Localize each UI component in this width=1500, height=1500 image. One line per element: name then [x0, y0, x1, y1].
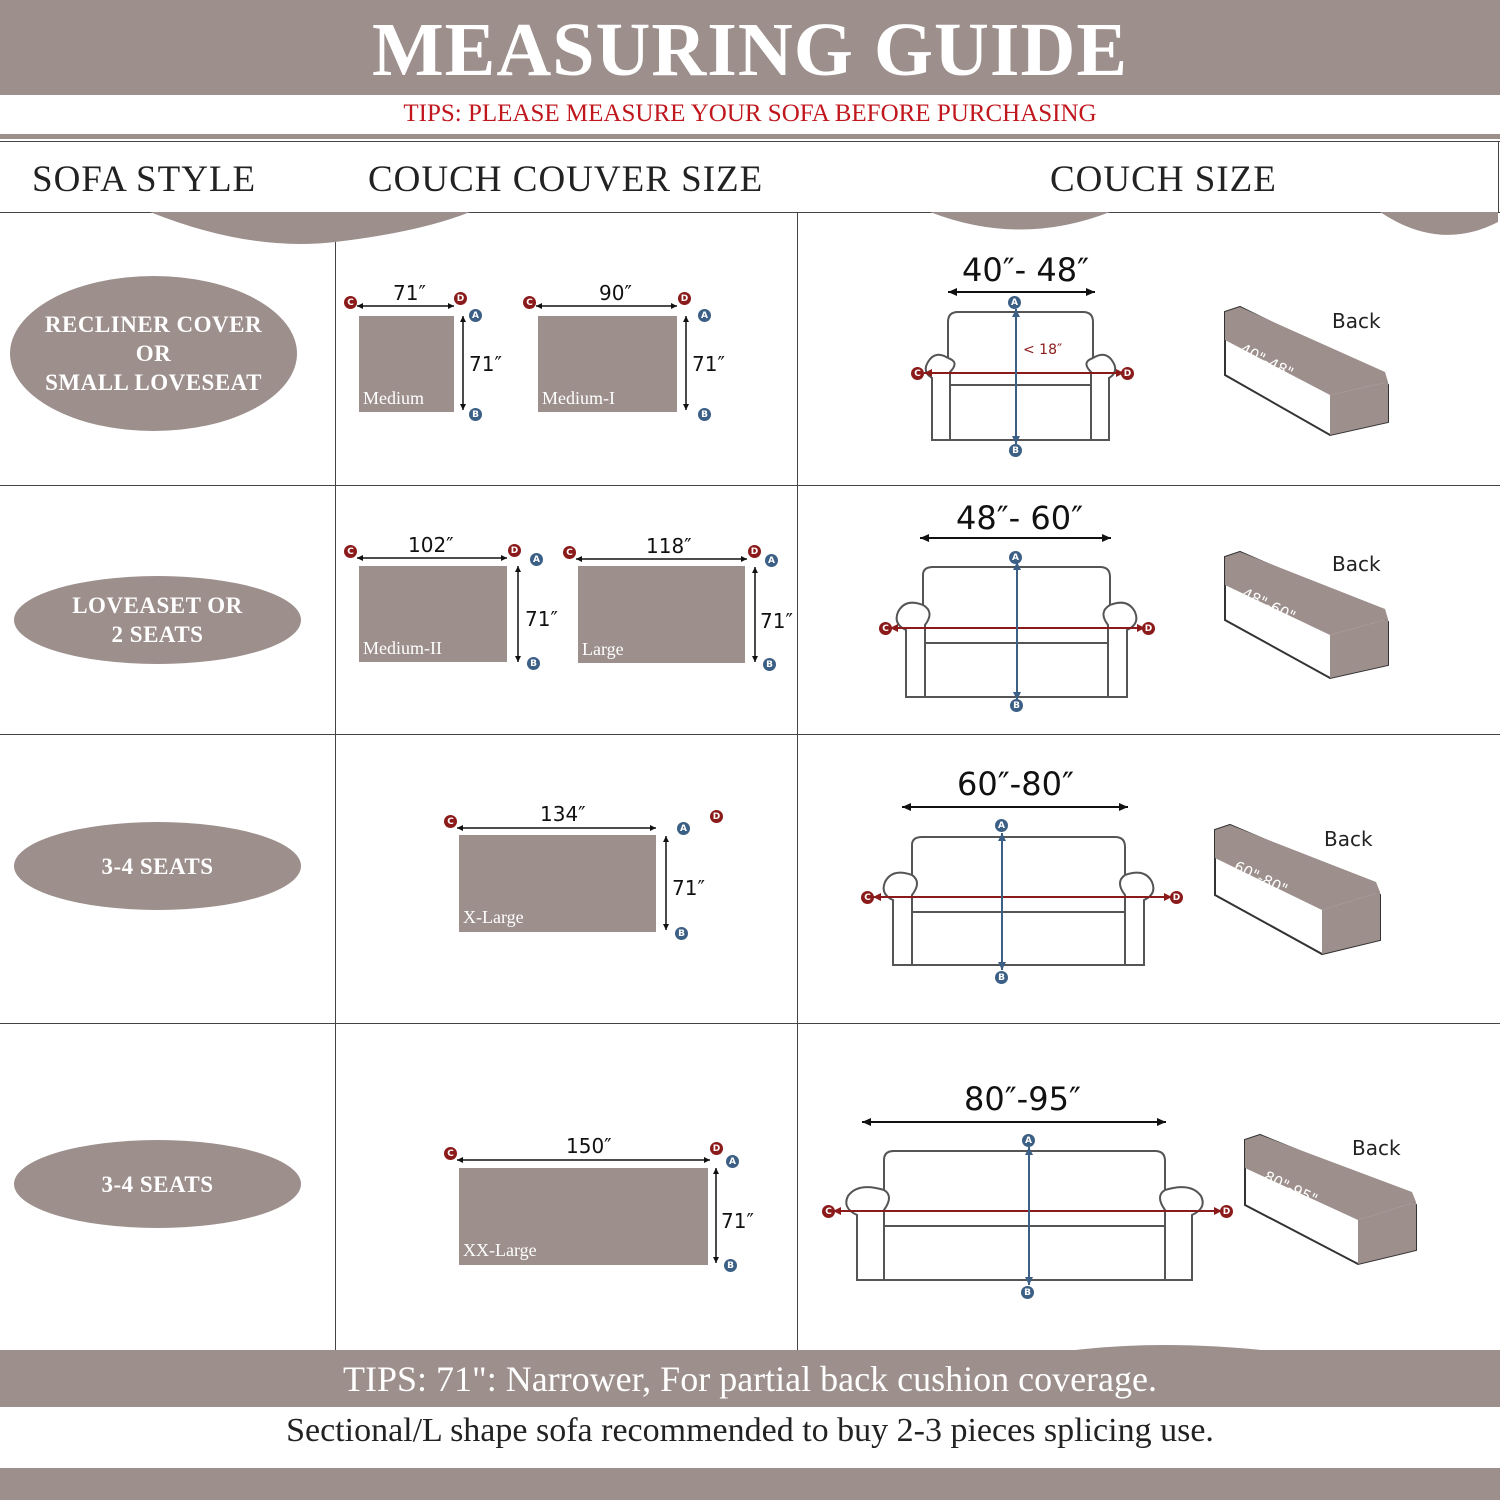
cover-height: 71″ — [721, 1209, 754, 1233]
style-line: 3-4 SEATS — [101, 853, 214, 879]
header-cover-size: COUCH COUVER SIZE — [368, 159, 764, 200]
point-a-marker: A — [530, 553, 543, 566]
row-divider-1 — [0, 485, 1500, 486]
point-c-marker: C — [444, 1147, 457, 1160]
header-swoosh-decoration — [0, 212, 1500, 272]
point-d-marker: D — [454, 292, 467, 305]
back-label: Back — [1332, 309, 1381, 333]
point-a-marker: A — [1022, 1134, 1035, 1147]
couch-size-range: 48″- 60″ — [956, 499, 1084, 537]
sectional-note: Sectional/L shape sofa recommended to buy 2-3 pieces splicing use. — [286, 1412, 1214, 1449]
point-c-marker: C — [523, 296, 536, 309]
point-b-marker: B — [1010, 699, 1023, 712]
tips-bottom-text: TIPS: 71": Narrower, For partial back cushion coverage. — [342, 1358, 1157, 1399]
point-a-marker: A — [1009, 551, 1022, 564]
point-c-marker: C — [444, 815, 457, 828]
cover-height: 71″ — [760, 609, 793, 633]
style-oval-recliner — [10, 276, 297, 431]
row-divider-2 — [0, 734, 1500, 735]
point-d-marker: D — [1170, 891, 1183, 904]
back-label: Back — [1352, 1136, 1401, 1160]
back-width-label: 80"-95" — [1260, 1167, 1321, 1209]
seat-depth-note: < 18″ — [1023, 342, 1063, 358]
cover-height: 71″ — [469, 352, 502, 376]
cover-label: XX-Large — [463, 1240, 537, 1260]
header-sofa-style: SOFA STYLE — [32, 159, 257, 200]
style-line: RECLINER COVER — [44, 312, 263, 337]
back-width-label: 48"-60" — [1238, 584, 1299, 626]
point-a-marker: A — [1008, 296, 1021, 309]
back-width-label: 60"-80" — [1230, 857, 1291, 899]
point-c-marker: C — [861, 891, 874, 904]
point-a-marker: A — [765, 554, 778, 567]
point-d-marker: D — [710, 1142, 723, 1155]
style-oval-3-4-seats — [14, 822, 301, 910]
row-divider-3 — [0, 1023, 1500, 1024]
style-line: OR — [135, 341, 172, 366]
back-label: Back — [1324, 827, 1373, 851]
point-b-marker: B — [698, 408, 711, 421]
cover-label: Large — [582, 639, 624, 659]
point-b-marker: B — [675, 927, 688, 940]
table-top-line — [0, 141, 1500, 142]
style-line: SMALL LOVESEAT — [45, 370, 262, 395]
cover-height: 71″ — [672, 876, 705, 900]
cover-width: 90″ — [599, 281, 632, 305]
back-view-xx-large — [0, 0, 1, 1]
cover-height: 71″ — [525, 607, 558, 631]
point-b-marker: B — [724, 1259, 737, 1272]
cover-width: 118″ — [646, 534, 692, 558]
header-couch-size: COUCH SIZE — [1050, 159, 1277, 200]
point-b-marker: B — [763, 658, 776, 671]
point-c-marker: C — [344, 296, 357, 309]
point-d-marker: D — [1142, 622, 1155, 635]
style-oval-3-4-seats-xxl — [14, 1140, 301, 1228]
tips-top: TIPS: PLEASE MEASURE YOUR SOFA BEFORE PURCHASING — [403, 100, 1097, 127]
cover-label: Medium — [363, 388, 424, 408]
column-divider-1 — [335, 212, 336, 1350]
style-line: LOVEASET OR — [72, 593, 243, 618]
style-line: 2 SEATS — [111, 622, 204, 647]
point-d-marker: D — [1121, 367, 1134, 380]
point-a-marker: A — [726, 1155, 739, 1168]
point-c-marker: C — [563, 546, 576, 559]
tips-bottom-bar — [0, 1350, 1500, 1407]
point-d-marker: D — [710, 810, 723, 823]
bottom-bar — [0, 1468, 1500, 1500]
point-b-marker: B — [527, 657, 540, 670]
point-b-marker: B — [1021, 1286, 1034, 1299]
page-title: MEASURING GUIDE — [371, 7, 1129, 92]
point-d-marker: D — [1220, 1205, 1233, 1218]
style-line: 3-4 SEATS — [101, 1171, 214, 1197]
cover-width: 102″ — [408, 533, 454, 557]
cover-label: X-Large — [463, 907, 524, 927]
title-bar — [0, 0, 1500, 95]
cover-width: 71″ — [393, 281, 426, 305]
point-c-marker: C — [822, 1205, 835, 1218]
point-a-marker: A — [469, 309, 482, 322]
point-d-marker: D — [748, 545, 761, 558]
cover-width: 150″ — [566, 1134, 612, 1158]
cover-label: Medium-I — [542, 388, 615, 408]
column-divider-2 — [797, 212, 798, 1350]
couch-size-range: 80″-95″ — [964, 1080, 1081, 1118]
style-oval-loveseat — [14, 576, 301, 664]
table-right-edge — [1498, 141, 1499, 213]
point-b-marker: B — [1009, 444, 1022, 457]
point-b-marker: B — [995, 971, 1008, 984]
back-label: Back — [1332, 552, 1381, 576]
point-c-marker: C — [879, 622, 892, 635]
point-d-marker: D — [508, 544, 521, 557]
point-b-marker: B — [469, 408, 482, 421]
divider-bar — [0, 134, 1500, 139]
point-a-marker: A — [995, 819, 1008, 832]
couch-size-range: 40″- 48″ — [962, 251, 1090, 289]
point-d-marker: D — [678, 292, 691, 305]
cover-height: 71″ — [692, 352, 725, 376]
point-c-marker: C — [344, 545, 357, 558]
cover-width: 134″ — [540, 802, 586, 826]
point-a-marker: A — [698, 309, 711, 322]
cover-label: Medium-II — [363, 638, 442, 658]
point-c-marker: C — [911, 367, 924, 380]
point-a-marker: A — [677, 822, 690, 835]
couch-size-range: 60″-80″ — [957, 765, 1074, 803]
back-width-label: 40"-48" — [1237, 339, 1297, 383]
